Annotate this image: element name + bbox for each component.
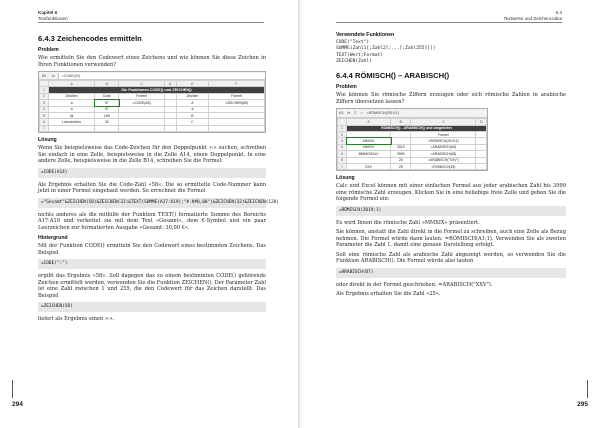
equals-icon: =: [360, 111, 363, 116]
sheet-grid: [39, 80, 265, 132]
cell: 25: [391, 163, 411, 169]
left-page-content: [38, 28, 279, 326]
code-block: =CODE(":"): [38, 259, 266, 269]
formula-text: =CODE(A3): [58, 73, 265, 79]
cell: MMMCMXLV: [347, 151, 391, 157]
right-page: [302, 0, 600, 428]
selected-cell: MMXIX: [347, 138, 391, 144]
cell: [164, 125, 176, 131]
column-header: B: [391, 119, 411, 125]
row-header: 6: [338, 157, 347, 163]
row-header: 7: [40, 125, 49, 131]
cell: =CODE(A3): [119, 100, 165, 106]
solution-text: Wenn Sie beispielsweise das Code-Zeichen für den Doppelpunkt »:« suchen, schreiben Sie einfach in eine Zelle, beispielsweise in die Zelle A14, einen Doppelpunkt. In eine andere Zelle, beispielsweise in die Zelle B14, schreiben Sie die Formel:: [38, 145, 266, 165]
excel-screenshot-roman: [336, 108, 488, 171]
header-cell: Code: [95, 93, 119, 99]
column-header: D: [476, 119, 487, 125]
cell: =RÖMISCH(2019;1): [411, 138, 476, 144]
function-signature: TEXT(Wert;Format): [336, 52, 384, 58]
row-header: 3: [40, 100, 49, 106]
header-rule: [336, 22, 562, 23]
header-cell: Zeichen: [49, 93, 95, 99]
cell: 169: [95, 112, 119, 118]
selected-cell: 97: [95, 100, 119, 106]
background-heading: Hintergrund: [38, 235, 68, 242]
body-text: Sie können, anstatt die Zahl direkt in die Formel zu schreiben, auch eine Zelle als Bezug nehmen. Die Formel würde dann lauten: =RÖMISCH(A1;1). Verwenden Sie als zweiten Parameter die Zahl 1, damit eine genaue Darstellung erfolgt.: [336, 229, 566, 249]
header-rule: [38, 22, 264, 23]
row-header: 7: [338, 163, 347, 169]
fx-icon: fx: [52, 73, 55, 78]
code-block: =ZEICHEN(58): [38, 302, 266, 312]
cell: [119, 125, 165, 131]
code-block: =RÖMISCH(2019;1): [336, 206, 566, 216]
row-header: 4: [40, 106, 49, 112]
cell: [49, 125, 95, 131]
solution-heading: Lösung: [336, 175, 355, 182]
sum-icon: Σ: [354, 111, 357, 116]
solution-text: Calc und Excel können mit einer einfachen Formel aus jeder arabischen Zahl bis 3999 eine römische Zahl erzeugen. Klicken Sie in eine beliebige freie Zelle und geben Sie die folgende Formel ein:: [336, 183, 566, 203]
function-signature: ZEICHEN(Zahl): [336, 58, 372, 64]
solution-heading: Lösung: [38, 137, 57, 144]
code-block: =CODE(A14): [38, 168, 266, 178]
body-text: Es wird Ihnen die römische Zahl »MMXIX« präsentiert.: [336, 219, 480, 226]
excel-screenshot-code: [38, 71, 266, 133]
row-header: 2: [40, 93, 49, 99]
cell: @: [49, 112, 95, 118]
cell: =ARABISCH(A4): [411, 144, 476, 150]
body-text: oder direkt in der Formel geschrieben: =ARABISCH("XXV").: [336, 281, 493, 288]
column-header: A: [49, 81, 95, 87]
cell: [176, 125, 208, 131]
function-signature: SUMME(Zahl1[;Zahl2[;...[;Zahl255]]]): [336, 46, 436, 52]
column-header: C: [411, 119, 476, 125]
row-header: 4: [338, 144, 347, 150]
section-title: 6.4.3 Zeichencodes ermitteln: [38, 34, 142, 43]
running-head-chapter: Kapitel 6: [38, 10, 58, 15]
formula-bar: [337, 109, 487, 118]
running-head-title: Textwerte und Zeichencodes: [503, 15, 562, 21]
problem-heading: Problem: [336, 84, 357, 91]
cell: a: [49, 100, 95, 106]
left-page: [0, 0, 298, 428]
cell: =RÖMISCH(25): [411, 163, 476, 169]
name-box: B3: [42, 73, 47, 78]
corner-mark: [587, 380, 588, 398]
cell: 3999: [391, 151, 411, 157]
cell: MMXIX: [347, 144, 391, 150]
body-text: Als Ergebnis erhalten Sie die Code-Zahl »58«. Die so ermittelte Code-Nummer kann jetzt in einer Formel eingebaut werden. So errechnet die Formel: [38, 181, 266, 195]
cell: =ARABISCH("XXV"): [411, 157, 476, 163]
row-header: 1: [40, 87, 49, 93]
column-header: D: [164, 81, 176, 87]
fx-icon: fx: [347, 111, 351, 116]
running-head-left: [38, 10, 68, 21]
row-header: 5: [40, 112, 49, 118]
problem-heading: Problem: [38, 47, 59, 53]
cell: [476, 163, 487, 169]
body-text: ergibt das Ergebnis »58«. Soll dagegen das zu einem bestimmten CODE() gehörende Zeichen ermittelt werden, verwenden Sie die Funktion ZEICHEN(). Der Parameter Zahl ist eine Zahl zwischen 1 und 255, die den Codewert für das Zeichen darstellt. Das Beispiel: [38, 273, 266, 299]
body-text: Als Ergebnis erhalten Sie die Zahl »25«.: [336, 291, 441, 298]
cell: a: [176, 106, 208, 112]
code-block: ="Gesamt"&ZEICHEN(58)&ZEICHEN(32)&TEXT(SUMME(A17:A19);"#.##0,00")&ZEICHEN(32)&ZEICHEN(128): [38, 198, 266, 208]
sheet-title: Die Funktionen CODE() und ZEICHEN(): [49, 87, 265, 93]
running-head-section: 6.4: [555, 10, 562, 15]
cell: a: [49, 106, 95, 112]
column-header: F: [209, 81, 265, 87]
formula-bar: [39, 72, 265, 80]
row-header: 5: [338, 151, 347, 157]
name-box: A3: [339, 111, 344, 116]
sheet-title: RÖMISCH() - ARABISCH() und umgekehrt: [347, 125, 487, 131]
code-block: =ARABISCH(B7): [336, 268, 566, 278]
cell: XXV: [347, 163, 391, 169]
corner-mark: [12, 380, 13, 398]
cell: 97: [95, 106, 119, 112]
cell: 2019: [391, 144, 411, 150]
cell: B: [176, 112, 208, 118]
cell: 32: [95, 119, 119, 125]
problem-text: Wie können Sie römische Ziffern erzeugen oder sich römische Zahlen in arabische Ziffern übersetzen lassen?: [336, 92, 566, 105]
row-header: 6: [40, 119, 49, 125]
cell: A: [176, 100, 208, 106]
cell: =ARABISCH(A5): [411, 151, 476, 157]
column-header: E: [176, 81, 208, 87]
running-head-right: [504, 10, 562, 21]
cell: [209, 125, 265, 131]
cell: =ZEICHEN(65): [209, 100, 265, 106]
header-cell: Formel: [209, 93, 265, 99]
column-header: C: [119, 81, 165, 87]
cell: 25: [391, 157, 411, 163]
used-functions-heading: Verwendete Funktionen: [336, 32, 395, 38]
section-title: 6.4.4 RÖMISCH() – ARABISCH(): [336, 71, 450, 81]
body-text: nichts anderes als die mithilfe der Funktion TEXT() formatierte Summe des Bereichs A17:A19 und verkettet sie mit dem Text »Gesamt«, dem €-Symbol und ein paar Leerzeichen zur formatierten Ausgabe »Gesamt: 30,00 €«.: [38, 211, 266, 231]
formula-text: =RÖMISCH(2019;1): [366, 111, 400, 116]
body-text: Soll eine römische Zahl als arabische Zahl angezeigt werden, so verwenden Sie die Funktion ARABISCH(). Die Formel würde also lauten: [336, 251, 566, 265]
body-text: Mit der Funktion CODE() ermitteln Sie den Codewert eines bestimmten Zeichens. Das Beispiel: [38, 243, 266, 256]
header-cell: Formel: [119, 93, 165, 99]
page-number: 295: [577, 401, 588, 408]
running-head-title: Textfunktionen: [38, 15, 68, 21]
cell: Leerzeichen: [49, 119, 95, 125]
cell: [95, 125, 119, 131]
row-header: 3: [338, 138, 347, 144]
function-signature: CODE("Text"): [336, 40, 370, 45]
page-number: 294: [12, 401, 23, 408]
problem-text: Wie ermitteln Sie den Codewert eines Zeichens und wie können Sie diese Zeichen in Ihren Funktionen verwenden?: [38, 55, 266, 68]
header-cell: Formel: [411, 131, 476, 137]
cell: C: [176, 119, 208, 125]
row-header: 2: [338, 131, 347, 137]
body-text: liefert als Ergebnis einen »:«.: [38, 316, 115, 323]
column-header: B: [95, 81, 119, 87]
header-cell: Zeichen: [176, 93, 208, 99]
used-functions-list: [336, 40, 566, 65]
row-header: 1: [338, 125, 347, 131]
column-header: A: [347, 119, 391, 125]
right-page-content: [336, 28, 566, 301]
sheet-grid: [337, 118, 487, 170]
